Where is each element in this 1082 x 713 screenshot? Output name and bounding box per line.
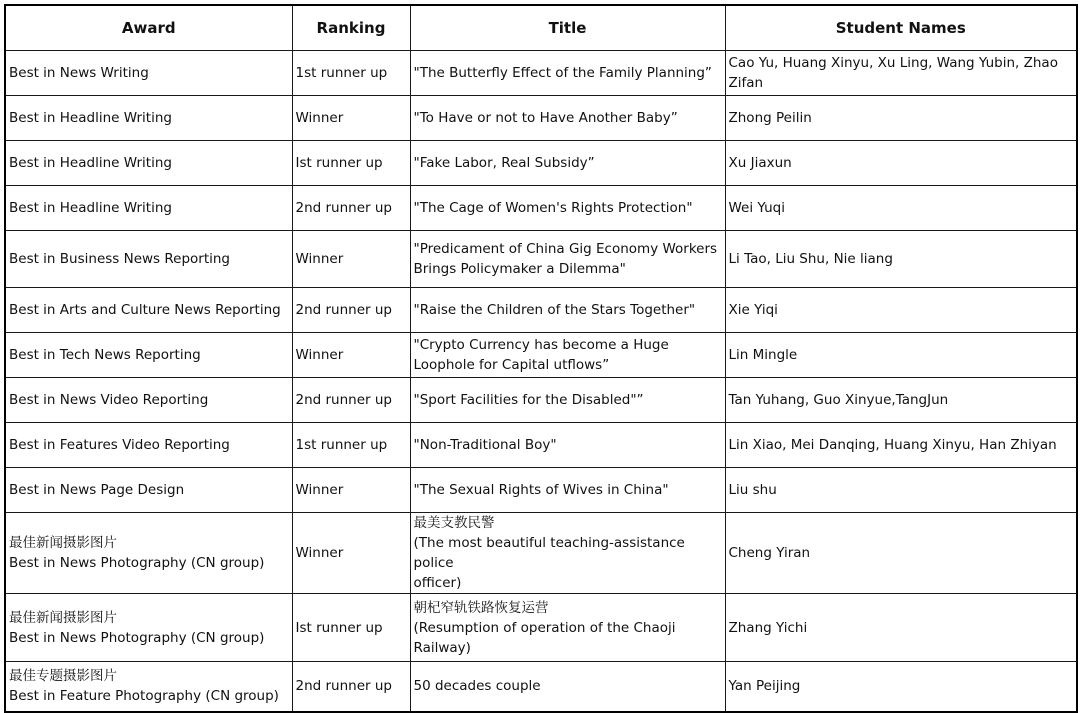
student-names-cell: Tan Yuhang, Guo Xinyue,TangJun (725, 378, 1077, 423)
title-cell: 最美支教民警 (The most beautiful teaching-assistance police officer) (410, 513, 725, 594)
ranking-cell: 2nd runner up (292, 378, 410, 423)
ranking-cell: 1st runner up (292, 51, 410, 96)
award-cell: Best in Headline Writing (5, 141, 292, 186)
student-names-cell: Liu shu (725, 468, 1077, 513)
table-row (5, 423, 1077, 468)
student-names-cell: Zhang Yichi (725, 594, 1077, 662)
award-cell: Best in Tech News Reporting (5, 333, 292, 378)
table-row (5, 288, 1077, 333)
award-cell: Best in Features Video Reporting (5, 423, 292, 468)
ranking-cell: Winner (292, 333, 410, 378)
title-cell: "Predicament of China Gig Economy Workers Brings Policymaker a Dilemma" (410, 231, 725, 288)
ranking-cell: 2nd runner up (292, 288, 410, 333)
ranking-cell: Ist runner up (292, 141, 410, 186)
student-names-cell: Xie Yiqi (725, 288, 1077, 333)
title-cell: 50 decades couple (410, 662, 725, 712)
student-names-cell: Wei Yuqi (725, 186, 1077, 231)
ranking-cell: Winner (292, 96, 410, 141)
student-names-cell: Yan Peijing (725, 662, 1077, 712)
ranking-cell: 2nd runner up (292, 662, 410, 712)
title-cell: "Non-Traditional Boy" (410, 423, 725, 468)
table-row (5, 51, 1077, 96)
award-cell: 最佳专题摄影图片 Best in Feature Photography (CN group) (5, 662, 292, 712)
title-cell: 朝杞窄轨铁路恢复运营 (Resumption of operation of the Chaoji Railway) (410, 594, 725, 662)
student-names-cell: Cao Yu, Huang Xinyu, Xu Ling, Wang Yubin, Zhao Zifan (725, 51, 1077, 96)
ranking-cell: 2nd runner up (292, 186, 410, 231)
title-cell: "Sport Facilities for the Disabled"” (410, 378, 725, 423)
title-cell: "The Butterfly Effect of the Family Planning” (410, 51, 725, 96)
award-cell: Best in Headline Writing (5, 186, 292, 231)
table-row (5, 96, 1077, 141)
header-title: Title (410, 5, 725, 51)
table-row (5, 186, 1077, 231)
title-cell: "Fake Labor, Real Subsidy” (410, 141, 725, 186)
ranking-cell: Winner (292, 513, 410, 594)
title-cell: "To Have or not to Have Another Baby” (410, 96, 725, 141)
ranking-cell: Ist runner up (292, 594, 410, 662)
table-row (5, 468, 1077, 513)
award-cell: Best in News Page Design (5, 468, 292, 513)
award-cell: Best in News Writing (5, 51, 292, 96)
ranking-cell: Winner (292, 231, 410, 288)
title-cell: "Crypto Currency has become a Huge Loophole for Capital utflows” (410, 333, 725, 378)
table-row (5, 231, 1077, 288)
award-cell: 最佳新闻摄影图片 Best in News Photography (CN group) (5, 594, 292, 662)
table-row (5, 513, 1077, 594)
header-ranking: Ranking (292, 5, 410, 51)
award-cell: 最佳新闻摄影图片 Best in News Photography (CN group) (5, 513, 292, 594)
title-cell: "The Sexual Rights of Wives in China" (410, 468, 725, 513)
header-row (5, 5, 1077, 51)
award-cell: Best in Business News Reporting (5, 231, 292, 288)
ranking-cell: Winner (292, 468, 410, 513)
table-row (5, 378, 1077, 423)
award-cell: Best in News Video Reporting (5, 378, 292, 423)
student-names-cell: Lin Xiao, Mei Danqing, Huang Xinyu, Han Zhiyan (725, 423, 1077, 468)
header-award: Award (5, 5, 292, 51)
table-row (5, 333, 1077, 378)
award-cell: Best in Arts and Culture News Reporting (5, 288, 292, 333)
title-cell: "Raise the Children of the Stars Together" (410, 288, 725, 333)
table-row (5, 662, 1077, 712)
ranking-cell: 1st runner up (292, 423, 410, 468)
title-cell: "The Cage of Women's Rights Protection" (410, 186, 725, 231)
table-row (5, 141, 1077, 186)
header-student-names: Student Names (725, 5, 1077, 51)
student-names-cell: Li Tao, Liu Shu, Nie liang (725, 231, 1077, 288)
student-names-cell: Xu Jiaxun (725, 141, 1077, 186)
awards-table (4, 4, 1078, 713)
table-row (5, 594, 1077, 662)
student-names-cell: Cheng Yiran (725, 513, 1077, 594)
award-cell: Best in Headline Writing (5, 96, 292, 141)
student-names-cell: Lin Mingle (725, 333, 1077, 378)
student-names-cell: Zhong Peilin (725, 96, 1077, 141)
